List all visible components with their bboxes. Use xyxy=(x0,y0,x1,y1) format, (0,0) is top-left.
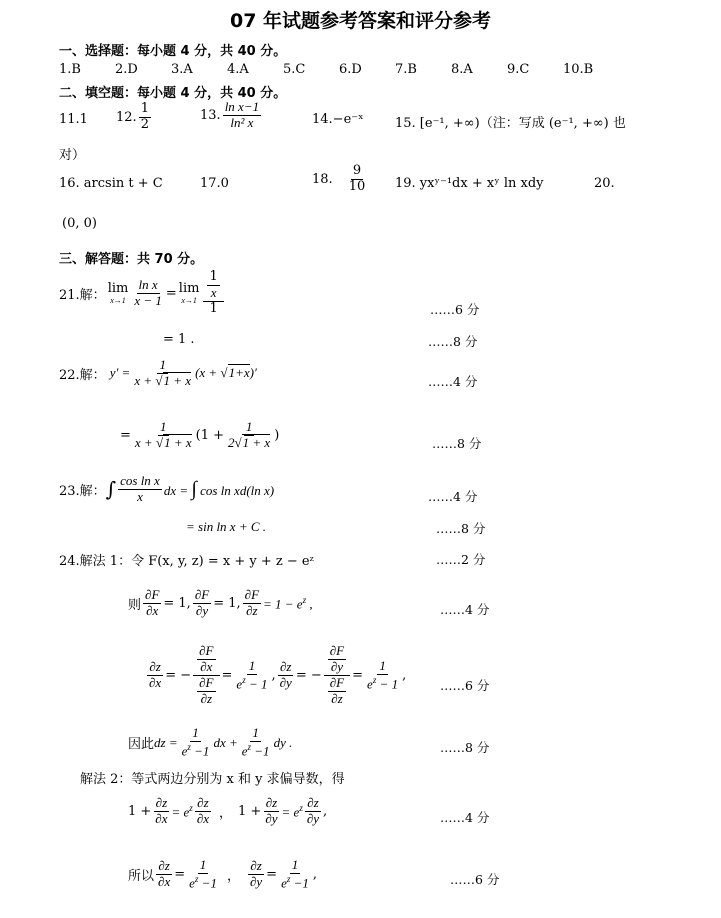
q18-label: 18. xyxy=(312,171,333,187)
q24-then: 则 xyxy=(128,597,142,613)
q24-implicit: $\frac{\partial z}{\partial x}$ = − $\frac{\frac{\partial F}{\partial x}}{\frac{\partial F}{\partial z}}$ = $\frac{1}{e^z - 1}$ , $\frac{\partial z}{\partial y}$ = − $\frac{\frac{\partial F}{\partial y}}{\frac{\partial F}{\partial z}}$ = $\frac{1}{e^z - 1}$ , xyxy=(149,643,407,706)
choice-answer: 1.B xyxy=(59,62,81,77)
fill-answer-15: 15. [e⁻¹, +∞)（注：写成 (e⁻¹, +∞) 也 xyxy=(395,116,626,131)
choice-answer: 4.A xyxy=(227,62,249,77)
fill-answer-12 xyxy=(116,102,153,133)
q18-num: 9 xyxy=(352,163,362,178)
q18-fraction xyxy=(347,164,368,195)
score-q21-b: ……8 分 xyxy=(428,334,478,349)
q23-line2: = sin ln x + C . xyxy=(186,519,267,534)
q23-frac: $\frac{\text{cos ln x}}{x}$ xyxy=(120,473,160,504)
score-q24-c: ……6 分 xyxy=(440,678,490,693)
q23-solution: 23.解： ∫ $\frac{\text{cos ln x}}{x}$ dx = ∫ cos ln xd(ln x) xyxy=(59,473,275,504)
fill-answer-11: 11.1 xyxy=(59,112,88,127)
fill-answer-14: 14.−e⁻ˣ xyxy=(312,112,364,127)
q12-fraction xyxy=(139,102,151,133)
fill-answer-20: 20. xyxy=(594,176,615,191)
q12-den: 2 xyxy=(140,116,149,132)
choice-answer: 7.B xyxy=(395,62,417,77)
q12-label: 12. xyxy=(116,109,137,125)
section2-heading: 二、填空题：每小题 4 分，共 40 分。 xyxy=(59,86,287,101)
fill-answer-13 xyxy=(200,100,263,131)
q21-lim1: lim x→1 xyxy=(107,280,129,306)
q24-label: 24.解法 1：令 F(x, y, z) = x + y + z − eᶻ xyxy=(59,554,314,569)
score-q22-a: ……4 分 xyxy=(428,374,478,389)
score-q22-b: ……8 分 xyxy=(432,436,482,451)
q24-method2: 解法 2：等式两边分别为 x 和 y 求偏导数，得 xyxy=(80,772,345,787)
choice-answer: 3.A xyxy=(171,62,193,77)
q12-num: 1 xyxy=(140,101,149,116)
choice-answer: 9.C xyxy=(507,62,530,77)
choice-answer: 6.D xyxy=(339,62,362,77)
q18-den: 10 xyxy=(348,178,366,194)
q13-den: ln² x xyxy=(230,114,254,130)
score-q23-b: ……8 分 xyxy=(436,521,486,536)
q21-frac2: $\frac{\frac{1}{x}}{1}$ xyxy=(203,270,223,317)
fill-answer-18 xyxy=(312,164,369,195)
q24-method2-result: 所以 $\frac{\partial z}{\partial x}$ = $\frac{1}{e^z -1}$ ， $\frac{\partial z}{\partial y}$ = $\frac{1}{e^z -1}$ , xyxy=(128,857,318,891)
q21-solution: 21.解： lim x→1 $\frac{\text{ln x}}{x - 1}$ = lim x→1 $\frac{\frac{1}{x}}{1}$ xyxy=(59,270,226,317)
page-title: 07 年试题参考答案和评分参考 xyxy=(229,10,492,32)
q22-label: 22.解： xyxy=(59,367,106,383)
q21-lim2: lim x→1 xyxy=(178,280,200,306)
q22-line2: = $\frac{1}{x + √1 + x}$ (1 + $\frac{1}{2√1 + x}$ ) xyxy=(120,419,280,450)
choice-answer: 10.B xyxy=(563,62,594,77)
fill-answer-15-cont: 对） xyxy=(59,148,86,163)
fill-answer-19: 19. yxʸ⁻¹dx + xʸ ln xdy xyxy=(395,176,544,191)
choice-answer: 8.A xyxy=(451,62,473,77)
score-q23-a: ……4 分 xyxy=(428,489,478,504)
score-q24-f: ……6 分 xyxy=(450,872,500,887)
q24-partials: 则 $\frac{\partial F}{\partial x}$ = 1, $\frac{\partial F}{\partial y}$ = 1, $\frac{\partial F}{\partial z}$ = $1 - e^z$ , xyxy=(128,587,313,618)
q24-hence: 因此 xyxy=(128,737,155,753)
score-q21-a: ……6 分 xyxy=(430,302,480,317)
q21-label: 21.解： xyxy=(59,287,106,303)
q21-line2: = 1 . xyxy=(163,332,195,347)
fill-answer-17: 17.0 xyxy=(200,176,229,191)
score-q24-e: ……4 分 xyxy=(440,810,490,825)
q21-frac1: $\frac{\text{ln x}}{x - 1}$ xyxy=(134,276,162,308)
q24-total-diff: 因此 dz = $\frac{1}{e^z -1}$ dx + $\frac{1}{e^z -1}$ dy . xyxy=(128,725,293,759)
score-q24-a: ……2 分 xyxy=(436,552,486,567)
q13-label: 13. xyxy=(200,107,221,123)
q24-so: 所以 xyxy=(128,869,155,885)
section3-heading: 三、解答题：共 70 分。 xyxy=(59,252,204,267)
q23-label: 23.解： xyxy=(59,483,106,499)
fill-answer-20-cont: (0, 0) xyxy=(62,216,97,231)
score-q24-d: ……8 分 xyxy=(440,740,490,755)
q22-frac2: $\frac{1}{x + √1 + x}$ xyxy=(134,419,192,450)
q22-frac3: $\frac{1}{2√1 + x}$ xyxy=(228,419,271,450)
q24-method2-eq: 1 + $\frac{\partial z}{\partial x}$ = $e^z$ $\frac{\partial z}{\partial x}$ ， 1 + $\frac{\partial z}{\partial y}$ = $e^z$ $\frac{\partial z}{\partial y}$ , xyxy=(128,795,328,826)
choice-answer: 2.D xyxy=(115,62,138,77)
q22-frac1: $\frac{1}{x + √1 + x}$ xyxy=(134,357,192,388)
q22-solution: 22.解： y′ = $\frac{1}{x + √1 + x}$ (x + √1+x)′ xyxy=(59,357,257,388)
section1-heading: 一、选择题：每小题 4 分，共 40 分。 xyxy=(59,44,287,59)
score-q24-b: ……4 分 xyxy=(440,602,490,617)
q13-num: ln x−1 xyxy=(224,99,260,114)
fill-answer-16: 16. arcsin t + C xyxy=(59,176,163,191)
q13-fraction xyxy=(223,100,261,131)
choice-answer: 5.C xyxy=(283,62,306,77)
